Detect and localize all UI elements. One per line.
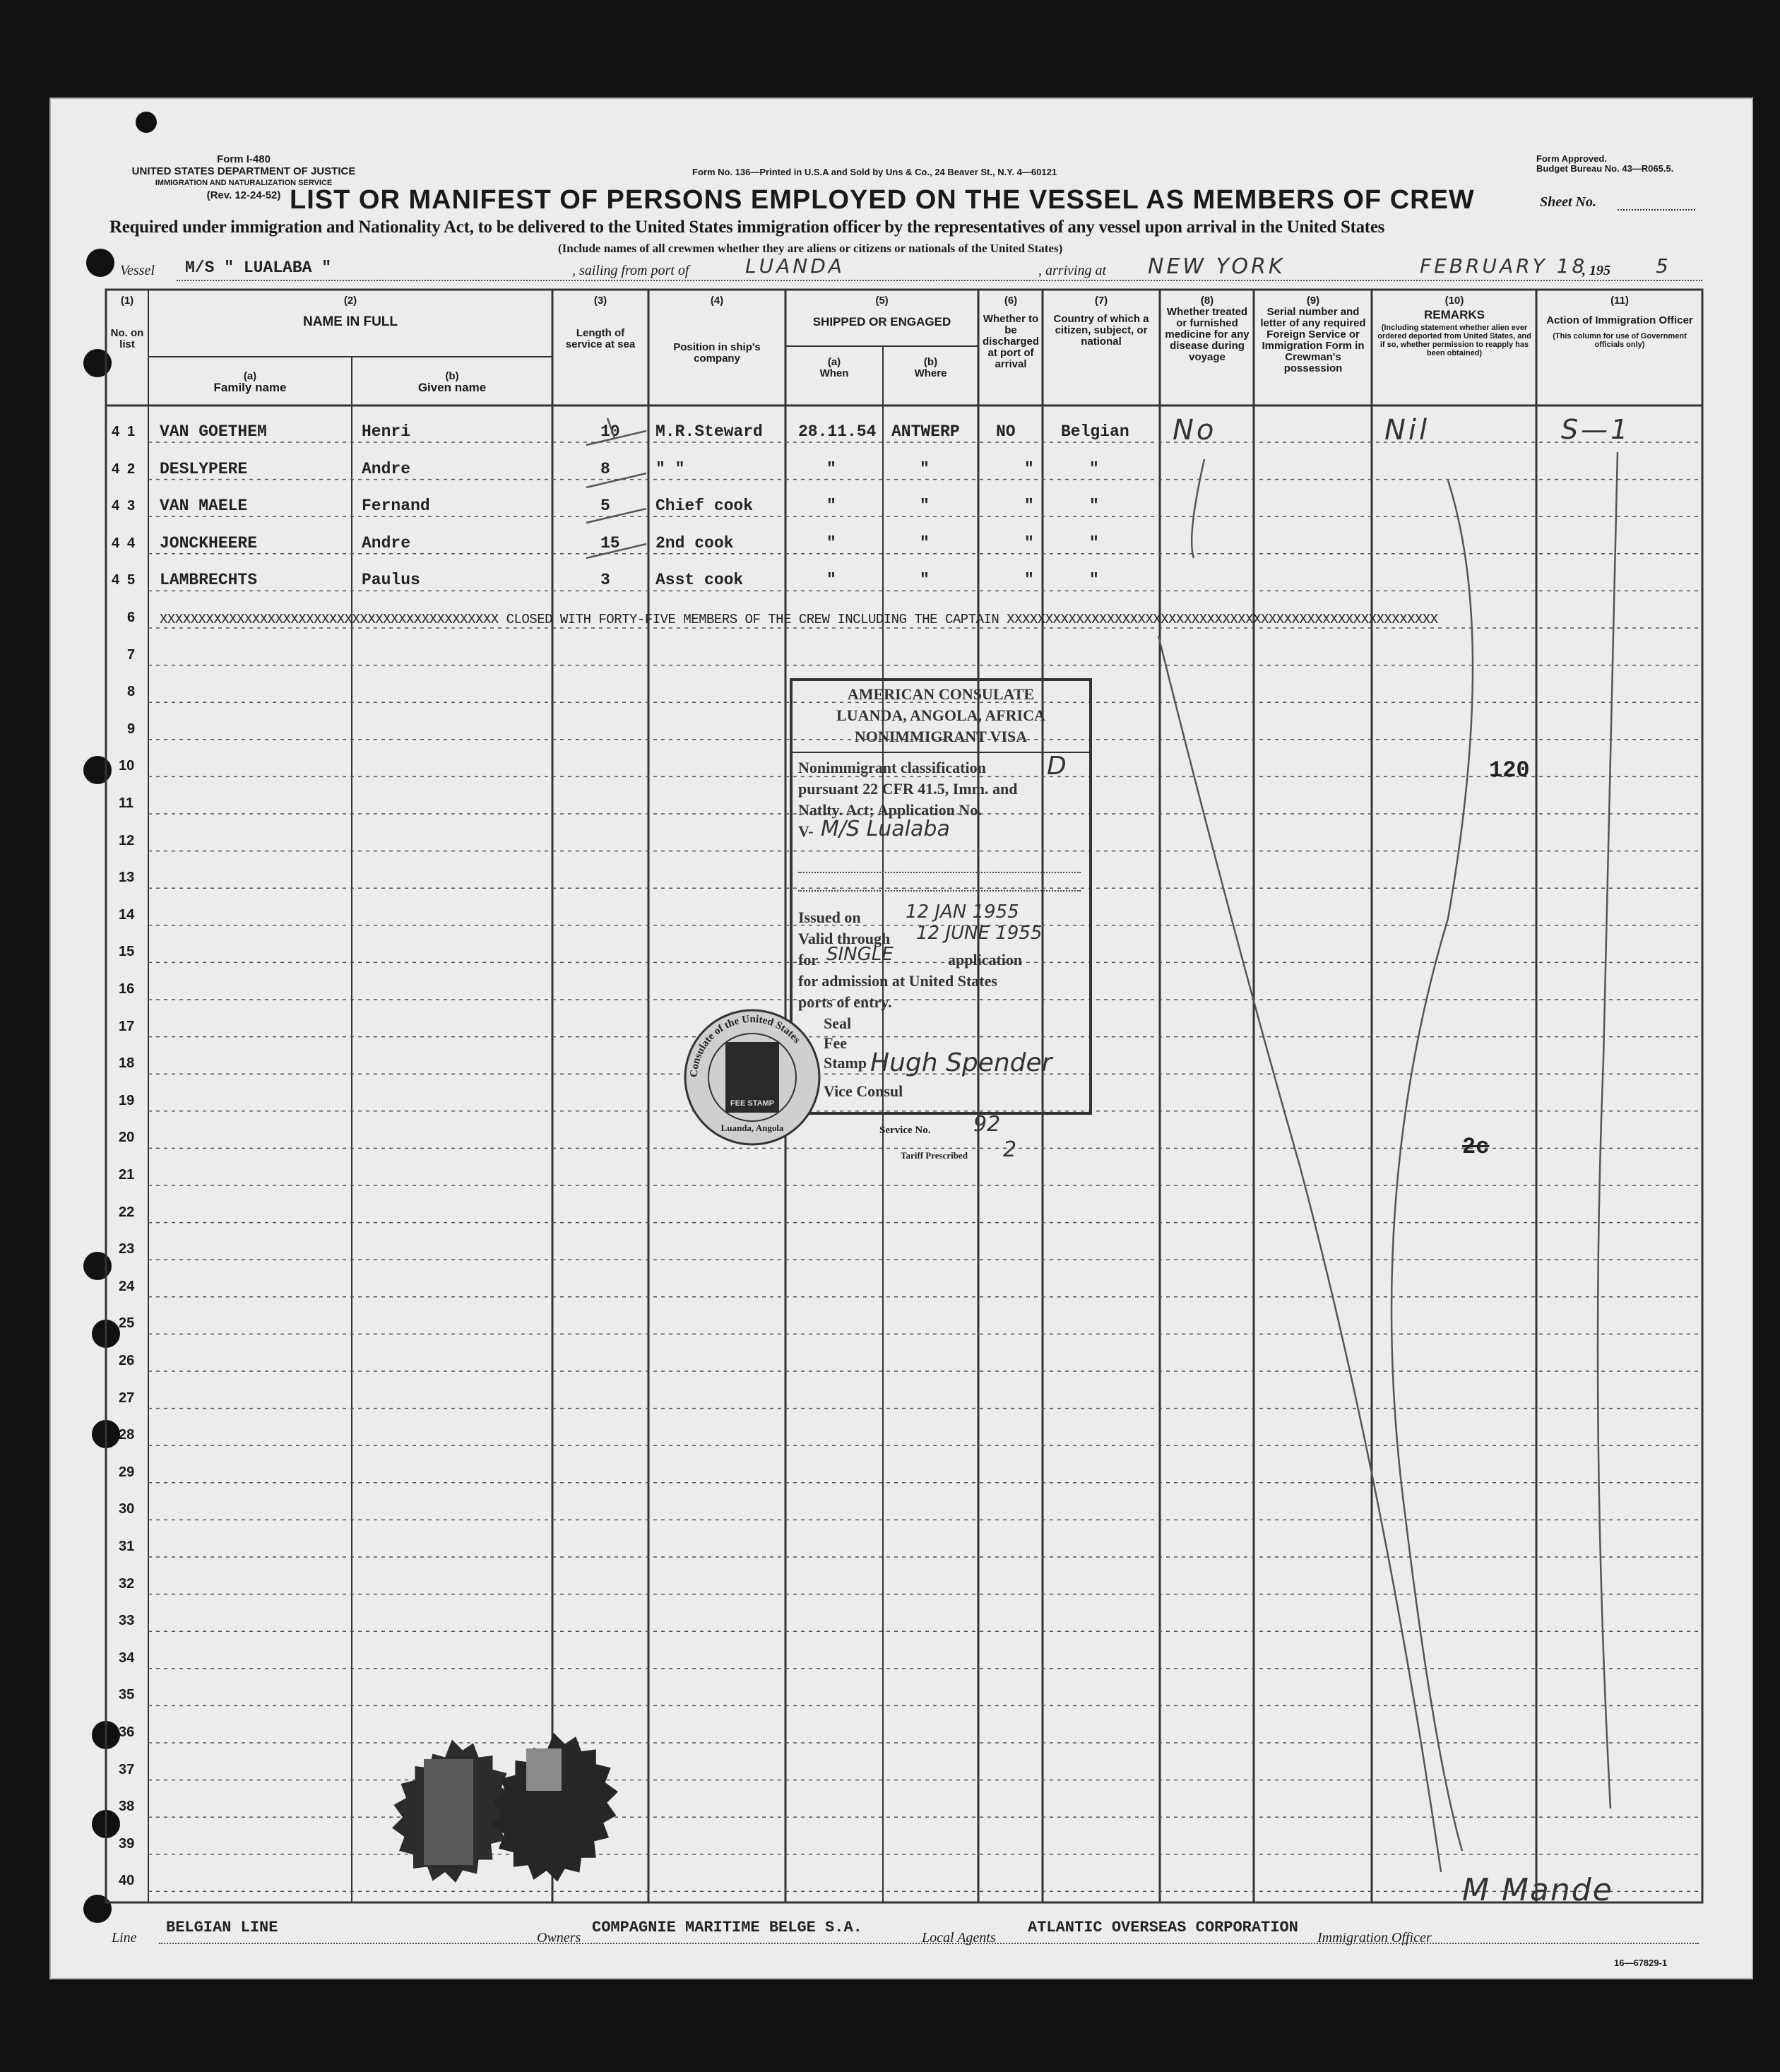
agents-value: ATLANTIC OVERSEAS CORPORATION bbox=[1028, 1919, 1298, 1936]
arrival-date: FEBRUARY 18 bbox=[1420, 254, 1588, 278]
crew-when: 28.11.54 bbox=[798, 422, 877, 441]
col2b-num: (b) bbox=[445, 370, 459, 382]
stamp-v-prefix: V- bbox=[798, 822, 814, 840]
crew-discharge: " bbox=[1024, 497, 1034, 516]
row-number: 8 bbox=[127, 684, 136, 700]
crew-family: VAN MAELE bbox=[160, 497, 248, 516]
form-note: (Include names of all crewmen whether they are aliens or citizens or nationals of the United States) bbox=[558, 242, 1063, 255]
department: UNITED STATES DEPARTMENT OF JUSTICE bbox=[131, 165, 356, 177]
list-prefix: 4 bbox=[112, 535, 120, 551]
crew-position: 2nd cook bbox=[655, 533, 734, 552]
stamp-line1: AMERICAN CONSULATE bbox=[847, 685, 1035, 703]
row-number: 25 bbox=[119, 1315, 135, 1332]
stamp-application: Natlty. Act; Application No. bbox=[798, 801, 982, 819]
col10-header bbox=[1375, 295, 1534, 357]
stamp-stamp-label: Stamp bbox=[824, 1054, 867, 1072]
officer-signature: M Mande bbox=[1462, 1872, 1613, 1908]
form-code: 16—67829-1 bbox=[1614, 1958, 1668, 1968]
list-prefix: 4 bbox=[112, 572, 120, 588]
col2a-header bbox=[148, 371, 352, 393]
row-number: 13 bbox=[119, 870, 135, 886]
stamp-classification: Nonimmigrant classification bbox=[798, 759, 986, 776]
row-number: 21 bbox=[119, 1167, 135, 1183]
stamp-blank-line bbox=[798, 890, 1081, 892]
service-name: IMMIGRATION AND NATURALIZATION SERVICE bbox=[155, 179, 333, 187]
col8-num: (8) bbox=[1200, 295, 1214, 307]
crew-given: Andre bbox=[362, 533, 411, 552]
form-subtitle: Required under immigration and Nationality Act, to be delivered to the United States immigration officer by the representatives of any vessel upon arrival in the United States bbox=[109, 218, 1385, 237]
stamp-consul-title: Vice Consul bbox=[824, 1082, 903, 1100]
row-number: 32 bbox=[119, 1575, 135, 1592]
row-number: 5 bbox=[127, 572, 136, 588]
row-number: 28 bbox=[119, 1427, 135, 1443]
row-number: 35 bbox=[119, 1687, 135, 1703]
agents-label: Local Agents bbox=[922, 1930, 996, 1946]
stamp-for-text: application bbox=[948, 951, 1023, 969]
row-number: 11 bbox=[119, 795, 134, 811]
row-number: 9 bbox=[127, 721, 136, 737]
arrival-port: NEW YORK bbox=[1148, 254, 1286, 279]
crew-given: Henri bbox=[362, 422, 411, 441]
crew-family: VAN GOETHEM bbox=[160, 422, 267, 441]
crew-service: 10 bbox=[600, 422, 620, 441]
col2a-title: Family name bbox=[213, 381, 287, 394]
crew-where: " bbox=[920, 497, 930, 516]
col3-title: Length of service at sea bbox=[565, 327, 636, 350]
col5b-header bbox=[883, 357, 978, 379]
tariff-value: 2 bbox=[1003, 1137, 1017, 1162]
vessel-name: M/S " LUALABA " bbox=[185, 259, 332, 277]
row-number: 36 bbox=[119, 1724, 135, 1740]
crew-given: Andre bbox=[362, 459, 411, 478]
col5-title: SHIPPED OR ENGAGED bbox=[812, 315, 951, 328]
crew-discharge: NO bbox=[996, 422, 1016, 441]
crew-service: 8 bbox=[600, 459, 610, 478]
crew-position: " " bbox=[655, 459, 685, 478]
row-number: 2 bbox=[127, 461, 136, 477]
crew-when: " bbox=[826, 571, 836, 590]
line-value: BELGIAN LINE bbox=[166, 1919, 278, 1936]
col4-title: Position in ship's company bbox=[673, 341, 761, 365]
col1-title: No. on list bbox=[110, 327, 144, 350]
row-number: 27 bbox=[119, 1390, 135, 1406]
row-number: 37 bbox=[119, 1761, 135, 1777]
col5a-title: When bbox=[819, 367, 849, 379]
col5b-num: (b) bbox=[923, 356, 938, 368]
row-number: 30 bbox=[119, 1501, 135, 1517]
budget-bureau: Budget Bureau No. 43—R065.5. bbox=[1536, 163, 1674, 174]
col11-header bbox=[1540, 295, 1699, 349]
service-no-label: Service No. bbox=[879, 1125, 931, 1136]
crew-discharge: " bbox=[1024, 533, 1034, 552]
row-number: 3 bbox=[127, 498, 136, 514]
medicine-entry: No bbox=[1173, 414, 1217, 446]
year-digit: 5 bbox=[1656, 254, 1671, 278]
row-number: 4 bbox=[127, 535, 136, 551]
col2-title: NAME IN FULL bbox=[302, 314, 398, 329]
stamp-valid-date: 12 JUNE 1955 bbox=[916, 923, 1043, 944]
col6-num: (6) bbox=[1004, 295, 1018, 307]
row-number: 29 bbox=[119, 1464, 135, 1480]
seal-place: Luanda, Angola bbox=[720, 1123, 784, 1133]
col8-header bbox=[1162, 295, 1252, 363]
col8-title: Whether treated or furnished medicine for any disease during voyage bbox=[1165, 306, 1250, 363]
stamp-classification-value: D bbox=[1047, 752, 1067, 781]
col3-header bbox=[558, 295, 643, 350]
crew-service: 5 bbox=[600, 497, 610, 516]
owners-label: Owners bbox=[537, 1930, 581, 1946]
col9-header bbox=[1256, 295, 1370, 374]
crew-family: LAMBRECHTS bbox=[160, 571, 258, 590]
crew-country: " bbox=[1089, 533, 1099, 552]
tariff-label: Tariff Prescribed bbox=[901, 1150, 968, 1161]
crew-discharge: " bbox=[1024, 459, 1034, 478]
arriving-label: , arriving at bbox=[1038, 263, 1107, 278]
row-number: 18 bbox=[119, 1055, 135, 1072]
year-prefix: , 195 bbox=[1582, 263, 1610, 278]
embossed-seals bbox=[374, 1695, 629, 1914]
vessel-label: Vessel bbox=[120, 263, 155, 278]
list-prefix: 4 bbox=[112, 498, 120, 514]
crew-country: " bbox=[1089, 497, 1099, 516]
sailing-label: , sailing from port of bbox=[572, 263, 689, 278]
col11-title: Action of Immigration Officer bbox=[1546, 314, 1693, 326]
col5a-header bbox=[785, 357, 883, 379]
row-number: 24 bbox=[119, 1278, 135, 1294]
crew-service: 3 bbox=[600, 571, 610, 590]
row-number: 7 bbox=[127, 646, 136, 663]
col10-note: (Including statement whether alien ever ordered deported from United States, and if so, whether permission to reapply has been obtained) bbox=[1377, 324, 1531, 357]
crew-service: 15 bbox=[600, 533, 620, 552]
revision: (Rev. 12-24-52) bbox=[206, 189, 281, 201]
crew-where: " bbox=[920, 571, 930, 590]
crew-where: " bbox=[920, 459, 930, 478]
printer-line: Form No. 136—Printed in U.S.A and Sold by Uns & Co., 24 Beaver St., N.Y. 4—60121 bbox=[692, 167, 1057, 177]
form-number: Form I-480 bbox=[217, 153, 271, 165]
crew-position: Asst cook bbox=[655, 571, 744, 590]
row-number: 31 bbox=[119, 1539, 135, 1554]
crew-given: Paulus bbox=[362, 571, 420, 590]
col5a-num: (a) bbox=[827, 356, 841, 368]
crew-when: " bbox=[826, 533, 836, 552]
col6-title: Whether to be discharged at port of arrival bbox=[982, 313, 1040, 370]
remarks-entry: Nil bbox=[1384, 414, 1430, 446]
line-label: Line bbox=[112, 1930, 137, 1946]
col11-note: (This column for use of Government officials only) bbox=[1553, 332, 1687, 349]
consul-signature: Hugh Spender bbox=[870, 1048, 1052, 1077]
col1-num: (1) bbox=[120, 295, 134, 307]
row-number: 39 bbox=[119, 1835, 135, 1852]
crew-given: Fernand bbox=[362, 497, 430, 516]
row-number: 22 bbox=[119, 1204, 135, 1220]
col10-title: REMARKS bbox=[1424, 308, 1485, 321]
row20-note: 2c bbox=[1462, 1134, 1490, 1160]
row-number: 1 bbox=[127, 424, 136, 439]
stamp-valid-label: Valid through bbox=[798, 930, 891, 947]
col2b-title: Given name bbox=[417, 381, 487, 394]
stamp-blank-line bbox=[798, 872, 1081, 873]
col7-header bbox=[1045, 295, 1157, 348]
row10-note: 120 bbox=[1489, 757, 1530, 783]
row-number: 12 bbox=[119, 832, 135, 848]
col1-header bbox=[106, 295, 148, 350]
approved-text: Form Approved. bbox=[1536, 153, 1607, 164]
col5-header bbox=[785, 295, 978, 328]
crew-country: " bbox=[1089, 571, 1099, 590]
row-number: 10 bbox=[119, 758, 135, 774]
col4-num: (4) bbox=[710, 295, 724, 307]
col7-num: (7) bbox=[1094, 295, 1108, 307]
col2b-header bbox=[352, 371, 552, 393]
stamp-rule bbox=[793, 752, 1089, 753]
row-number: 33 bbox=[119, 1613, 135, 1629]
departure-port: LUANDA bbox=[745, 254, 845, 278]
stamp-pursuant: pursuant 22 CFR 41.5, Imm. and bbox=[798, 780, 1018, 798]
crew-discharge: " bbox=[1024, 571, 1034, 590]
crew-when: " bbox=[826, 459, 836, 478]
stamp-line2: LUANDA, ANGOLA, AFRICA bbox=[836, 706, 1045, 724]
list-prefix: 4 bbox=[112, 424, 120, 439]
row-number: 40 bbox=[119, 1873, 135, 1889]
row-number: 20 bbox=[119, 1130, 135, 1146]
crew-family: JONCKHEERE bbox=[160, 533, 258, 552]
col9-title: Serial number and letter of any required Foreign Service or Immigration Form in Crewman's possession bbox=[1260, 306, 1366, 374]
form-title: LIST OR MANIFEST OF PERSONS EMPLOYED ON THE VESSEL AS MEMBERS OF CREW bbox=[290, 185, 1475, 215]
row-number: 14 bbox=[119, 906, 135, 923]
action-entry: S—1 bbox=[1561, 414, 1631, 445]
stamp-ports: ports of entry. bbox=[798, 993, 892, 1011]
stamp-line3: NONIMMIGRANT VISA bbox=[854, 728, 1028, 745]
row-number: 19 bbox=[119, 1092, 135, 1108]
list-prefix: 4 bbox=[112, 461, 120, 477]
row-number: 15 bbox=[119, 944, 135, 960]
col2a-num: (a) bbox=[243, 370, 257, 382]
seal-ring-text: Consulate of the United States bbox=[688, 1013, 803, 1078]
row-number: 26 bbox=[119, 1353, 135, 1368]
consular-fee-seal bbox=[682, 1007, 823, 1148]
crew-when: " bbox=[826, 497, 836, 516]
col11-num: (11) bbox=[1610, 295, 1629, 307]
col2-header bbox=[148, 295, 552, 328]
crew-where: ANTWERP bbox=[891, 422, 960, 441]
row-number: 38 bbox=[119, 1799, 135, 1815]
immigration-officer-label: Immigration Officer bbox=[1317, 1930, 1432, 1946]
stamp-admission: for admission at United States bbox=[798, 972, 997, 990]
stamp-application-no: M/S Lualaba bbox=[821, 817, 950, 841]
stamp-seal-label: Seal bbox=[824, 1014, 852, 1032]
crew-family: DESLYPERE bbox=[160, 459, 248, 478]
crew-position: Chief cook bbox=[655, 497, 754, 516]
col2-num: (2) bbox=[343, 295, 357, 307]
footer-line bbox=[159, 1943, 1699, 1944]
col7-title: Country of which a citizen, subject, or national bbox=[1053, 313, 1149, 348]
stamp-for-value: SINGLE bbox=[826, 944, 894, 965]
service-no-value: 92 bbox=[973, 1112, 1001, 1137]
closing-line: XXXXXXXXXXXXXXXXXXXXXXXXXXXXXXXXXXXXXXXXXXXX CLOSED WITH FORTY-FIVE MEMBERS OF THE CREW INCLUDING THE CAPTAIN XXXXXXXXXXXXXXXXXXXXXXXXXXXXXXXXXXXXXXXXXXXXXXXXXXXXXXXX bbox=[160, 612, 1438, 627]
row-number: 23 bbox=[119, 1241, 135, 1257]
col5-num: (5) bbox=[875, 295, 889, 307]
crew-where: " bbox=[920, 533, 930, 552]
stamp-issued-date: 12 JAN 1955 bbox=[906, 901, 1019, 923]
crew-country: Belgian bbox=[1061, 422, 1129, 441]
row-number: 34 bbox=[119, 1650, 135, 1666]
col5b-title: Where bbox=[914, 367, 947, 379]
col10-num: (10) bbox=[1444, 295, 1464, 307]
seal-fee-label: FEE STAMP bbox=[730, 1099, 775, 1108]
col4-header bbox=[651, 295, 783, 365]
owners-value: COMPAGNIE MARITIME BELGE S.A. bbox=[592, 1919, 862, 1936]
crew-position: M.R.Steward bbox=[655, 422, 763, 441]
stamp-issued-label: Issued on bbox=[798, 908, 861, 926]
row-number: 16 bbox=[119, 981, 135, 997]
consular-visa-stamp bbox=[790, 678, 1092, 1115]
col9-num: (9) bbox=[1306, 295, 1320, 307]
row-number: 17 bbox=[119, 1018, 135, 1034]
stamp-fee-label: Fee bbox=[824, 1034, 847, 1052]
col6-header bbox=[980, 295, 1041, 370]
sheet-label: Sheet No. bbox=[1540, 194, 1596, 210]
crew-country: " bbox=[1089, 459, 1099, 478]
stamp-for-label: for bbox=[798, 951, 819, 969]
col3-num: (3) bbox=[593, 295, 607, 307]
row-number: 6 bbox=[127, 610, 136, 625]
